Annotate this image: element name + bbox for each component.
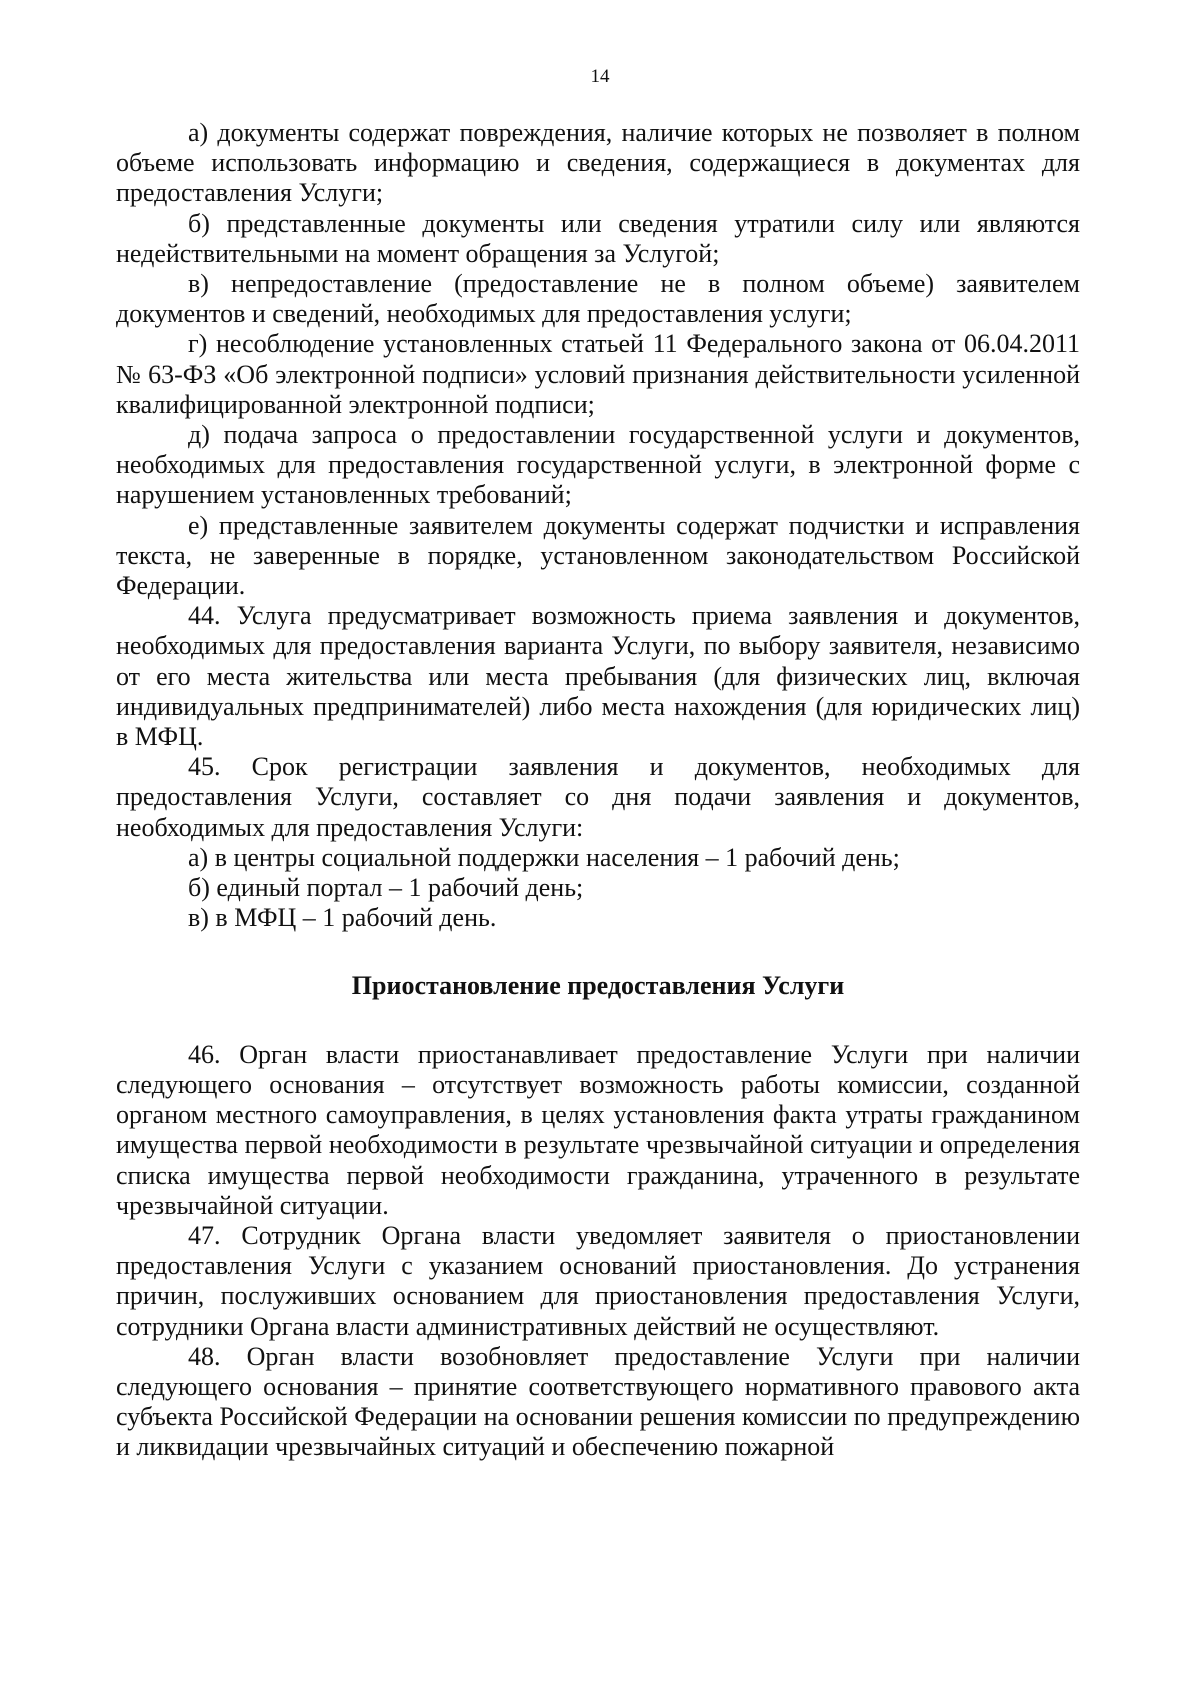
paragraph-45-item-v: в) в МФЦ – 1 рабочий день. xyxy=(188,903,497,933)
paragraph-48: 48. Орган власти возобновляет предоставление Услуги при наличии следующего основания – принятие соответствующего нормативного правового акта субъекта Российской Федерации на основании решения комиссии по предупреждению и ликвидации чрезвычайных ситуаций и обеспечению пожарной xyxy=(116,1341,1080,1462)
paragraph-45-item-a: а) в центры социальной поддержки населения – 1 рабочий день; xyxy=(188,842,900,872)
document-body xyxy=(116,118,1080,1463)
page-number: 14 xyxy=(590,66,610,87)
paragraph-46: 46. Орган власти приостанавливает предоставление Услуги при наличии следующего основания – отсутствует возможность работы комиссии, созданной органом местного самоуправления, в целях установления факта утраты гражданином имущества первой необходимости в результате чрезвычайной ситуации и определения списка имущества первой необходимости гражданина, утраченного в результате чрезвычайной ситуации. xyxy=(116,1039,1080,1220)
paragraph-item-v: в) непредоставление (предоставление не в полном объеме) заявителем документов и сведений, необходимых для предоставления услуги; xyxy=(116,269,1080,329)
paragraph-item-a: а) документы содержат повреждения, наличие которых не позволяет в полном объеме использовать информацию и сведения, содержащиеся в документах для предоставления Услуги; xyxy=(116,118,1080,208)
paragraph-item-g: г) несоблюдение установленных статьей 11 Федерального закона от 06.04.2011 № 63-ФЗ «Об электронной подписи» условий признания действительности усиленной квалифицированной электронной подписи; xyxy=(116,329,1080,419)
paragraph-45: 45. Срок регистрации заявления и документов, необходимых для предоставления Услуги, составляет со дня подачи заявления и документов, необходимых для предоставления Услуги: xyxy=(116,752,1080,842)
paragraph-44: 44. Услуга предусматривает возможность приема заявления и документов, необходимых для предоставления варианта Услуги, по выбору заявителя, независимо от его места жительства или места пребывания (для физических лиц, включая индивидуальных предпринимателей) либо места нахождения (для юридических лиц) в МФЦ. xyxy=(116,601,1080,752)
paragraph-item-d: д) подача запроса о предоставлении государственной услуги и документов, необходимых для предоставления государственной услуги, в электронной форме с нарушением установленных требований; xyxy=(116,420,1080,510)
paragraph-47: 47. Сотрудник Органа власти уведомляет заявителя о приостановлении предоставления Услуги с указанием оснований приостановления. До устранения причин, послуживших основанием для приостановления предоставления Услуги, сотрудники Органа власти административных действий не осуществляют. xyxy=(116,1220,1080,1341)
paragraph-item-e: е) представленные заявителем документы содержат подчистки и исправления текста, не заверенные в порядке, установленном законодательством Российской Федерации. xyxy=(116,510,1080,601)
paragraph-item-b: б) представленные документы или сведения утратили силу или являются недействительными на момент обращения за Услугой; xyxy=(116,208,1080,268)
paragraph-45-item-b: б) единый портал – 1 рабочий день; xyxy=(188,873,584,903)
section-title: Приостановление предоставления Услуги xyxy=(351,971,845,1001)
